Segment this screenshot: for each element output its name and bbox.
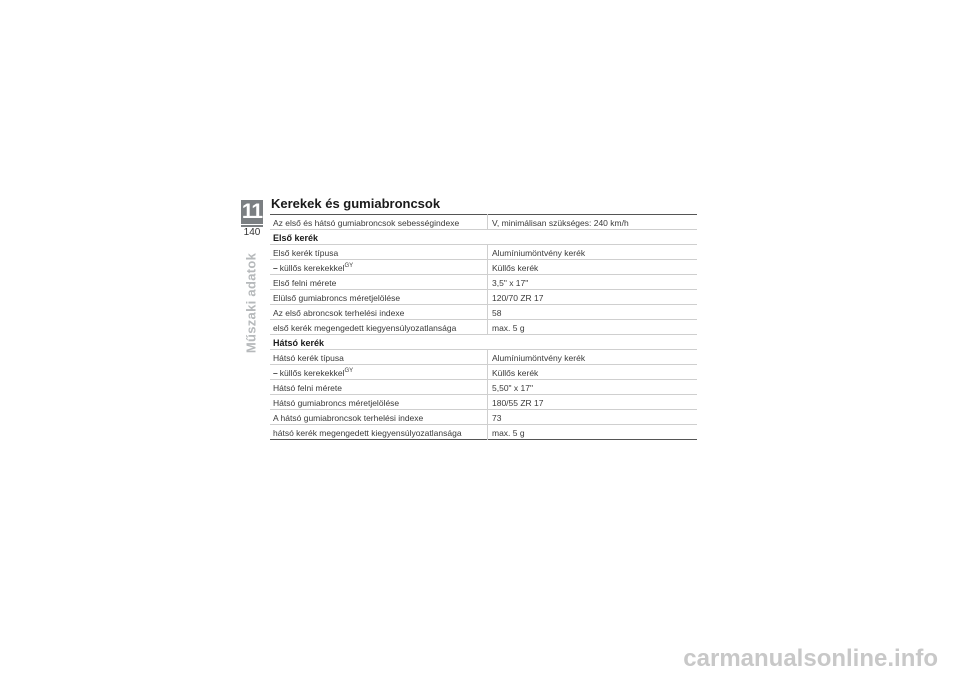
spec-value: 5,50" x 17" xyxy=(488,380,698,395)
table-row xyxy=(270,380,697,395)
spec-value: Alumíniumöntvény kerék xyxy=(488,245,698,260)
table-row xyxy=(270,365,697,380)
spec-value: 3,5" x 17" xyxy=(488,275,698,290)
spec-value: Küllős kerék xyxy=(488,365,698,380)
spec-label: Elülső gumiabroncs méretjelölése xyxy=(270,290,488,305)
spec-label: Első kerék típusa xyxy=(270,245,488,260)
option-code: GY xyxy=(344,263,354,269)
spec-label-option xyxy=(270,260,488,275)
table-row xyxy=(270,425,697,440)
spec-label: Hátsó felni mérete xyxy=(270,380,488,395)
table-row xyxy=(270,305,697,320)
spec-value: max. 5 g xyxy=(488,425,698,440)
table-row xyxy=(270,245,697,260)
chapter-number: 11 xyxy=(241,200,263,223)
spec-label: küllős kerekekkel xyxy=(279,368,345,378)
rear-wheel-heading: Hátsó kerék xyxy=(270,335,697,350)
watermark: carmanualsonline.info xyxy=(683,645,938,672)
spec-value: Küllős kerék xyxy=(488,260,698,275)
spec-value: 180/55 ZR 17 xyxy=(488,395,698,410)
spec-label: A hátsó gumiabroncsok terhelési indexe xyxy=(270,410,488,425)
section-heading-row xyxy=(270,335,697,350)
section-title: Kerekek és gumiabroncsok xyxy=(271,196,441,211)
wheels-tyres-spec-table xyxy=(270,214,697,440)
table-row xyxy=(270,215,697,230)
spec-label: Első felni mérete xyxy=(270,275,488,290)
spec-label: hátsó kerék megengedett kiegyensúlyozatlansága xyxy=(273,428,462,438)
spec-label: küllős kerekekkel xyxy=(279,263,345,273)
table-row xyxy=(270,395,697,410)
table-row xyxy=(270,410,697,425)
spec-value: 58 xyxy=(488,305,698,320)
chapter-side-label: Műszaki adatok xyxy=(243,252,259,354)
table-row xyxy=(270,320,697,335)
spec-value: V, minimálisan szükséges: 240 km/h xyxy=(488,215,698,230)
spec-label: Az első és hátsó gumiabroncsok sebességindexe xyxy=(270,215,488,230)
section-heading-row xyxy=(270,230,697,245)
page-number: 140 xyxy=(243,227,261,238)
spec-value: 120/70 ZR 17 xyxy=(488,290,698,305)
option-code: GY xyxy=(344,368,354,374)
dash-icon: – xyxy=(273,368,278,378)
spec-label: Az első abroncsok terhelési indexe xyxy=(270,305,488,320)
spec-value: 73 xyxy=(488,410,698,425)
table-row xyxy=(270,275,697,290)
spec-label: Hátsó kerék típusa xyxy=(270,350,488,365)
table-row xyxy=(270,290,697,305)
spec-label: Hátsó gumiabroncs méretjelölése xyxy=(270,395,488,410)
table-row xyxy=(270,260,697,275)
spec-label-option xyxy=(270,365,488,380)
spec-value: max. 5 g xyxy=(488,320,698,335)
front-wheel-heading: Első kerék xyxy=(270,230,697,245)
spec-label: első kerék megengedett kiegyensúlyozatlansága xyxy=(270,320,488,335)
spec-value: Alumíniumöntvény kerék xyxy=(488,350,698,365)
table-row xyxy=(270,350,697,365)
dash-icon: – xyxy=(273,263,278,273)
